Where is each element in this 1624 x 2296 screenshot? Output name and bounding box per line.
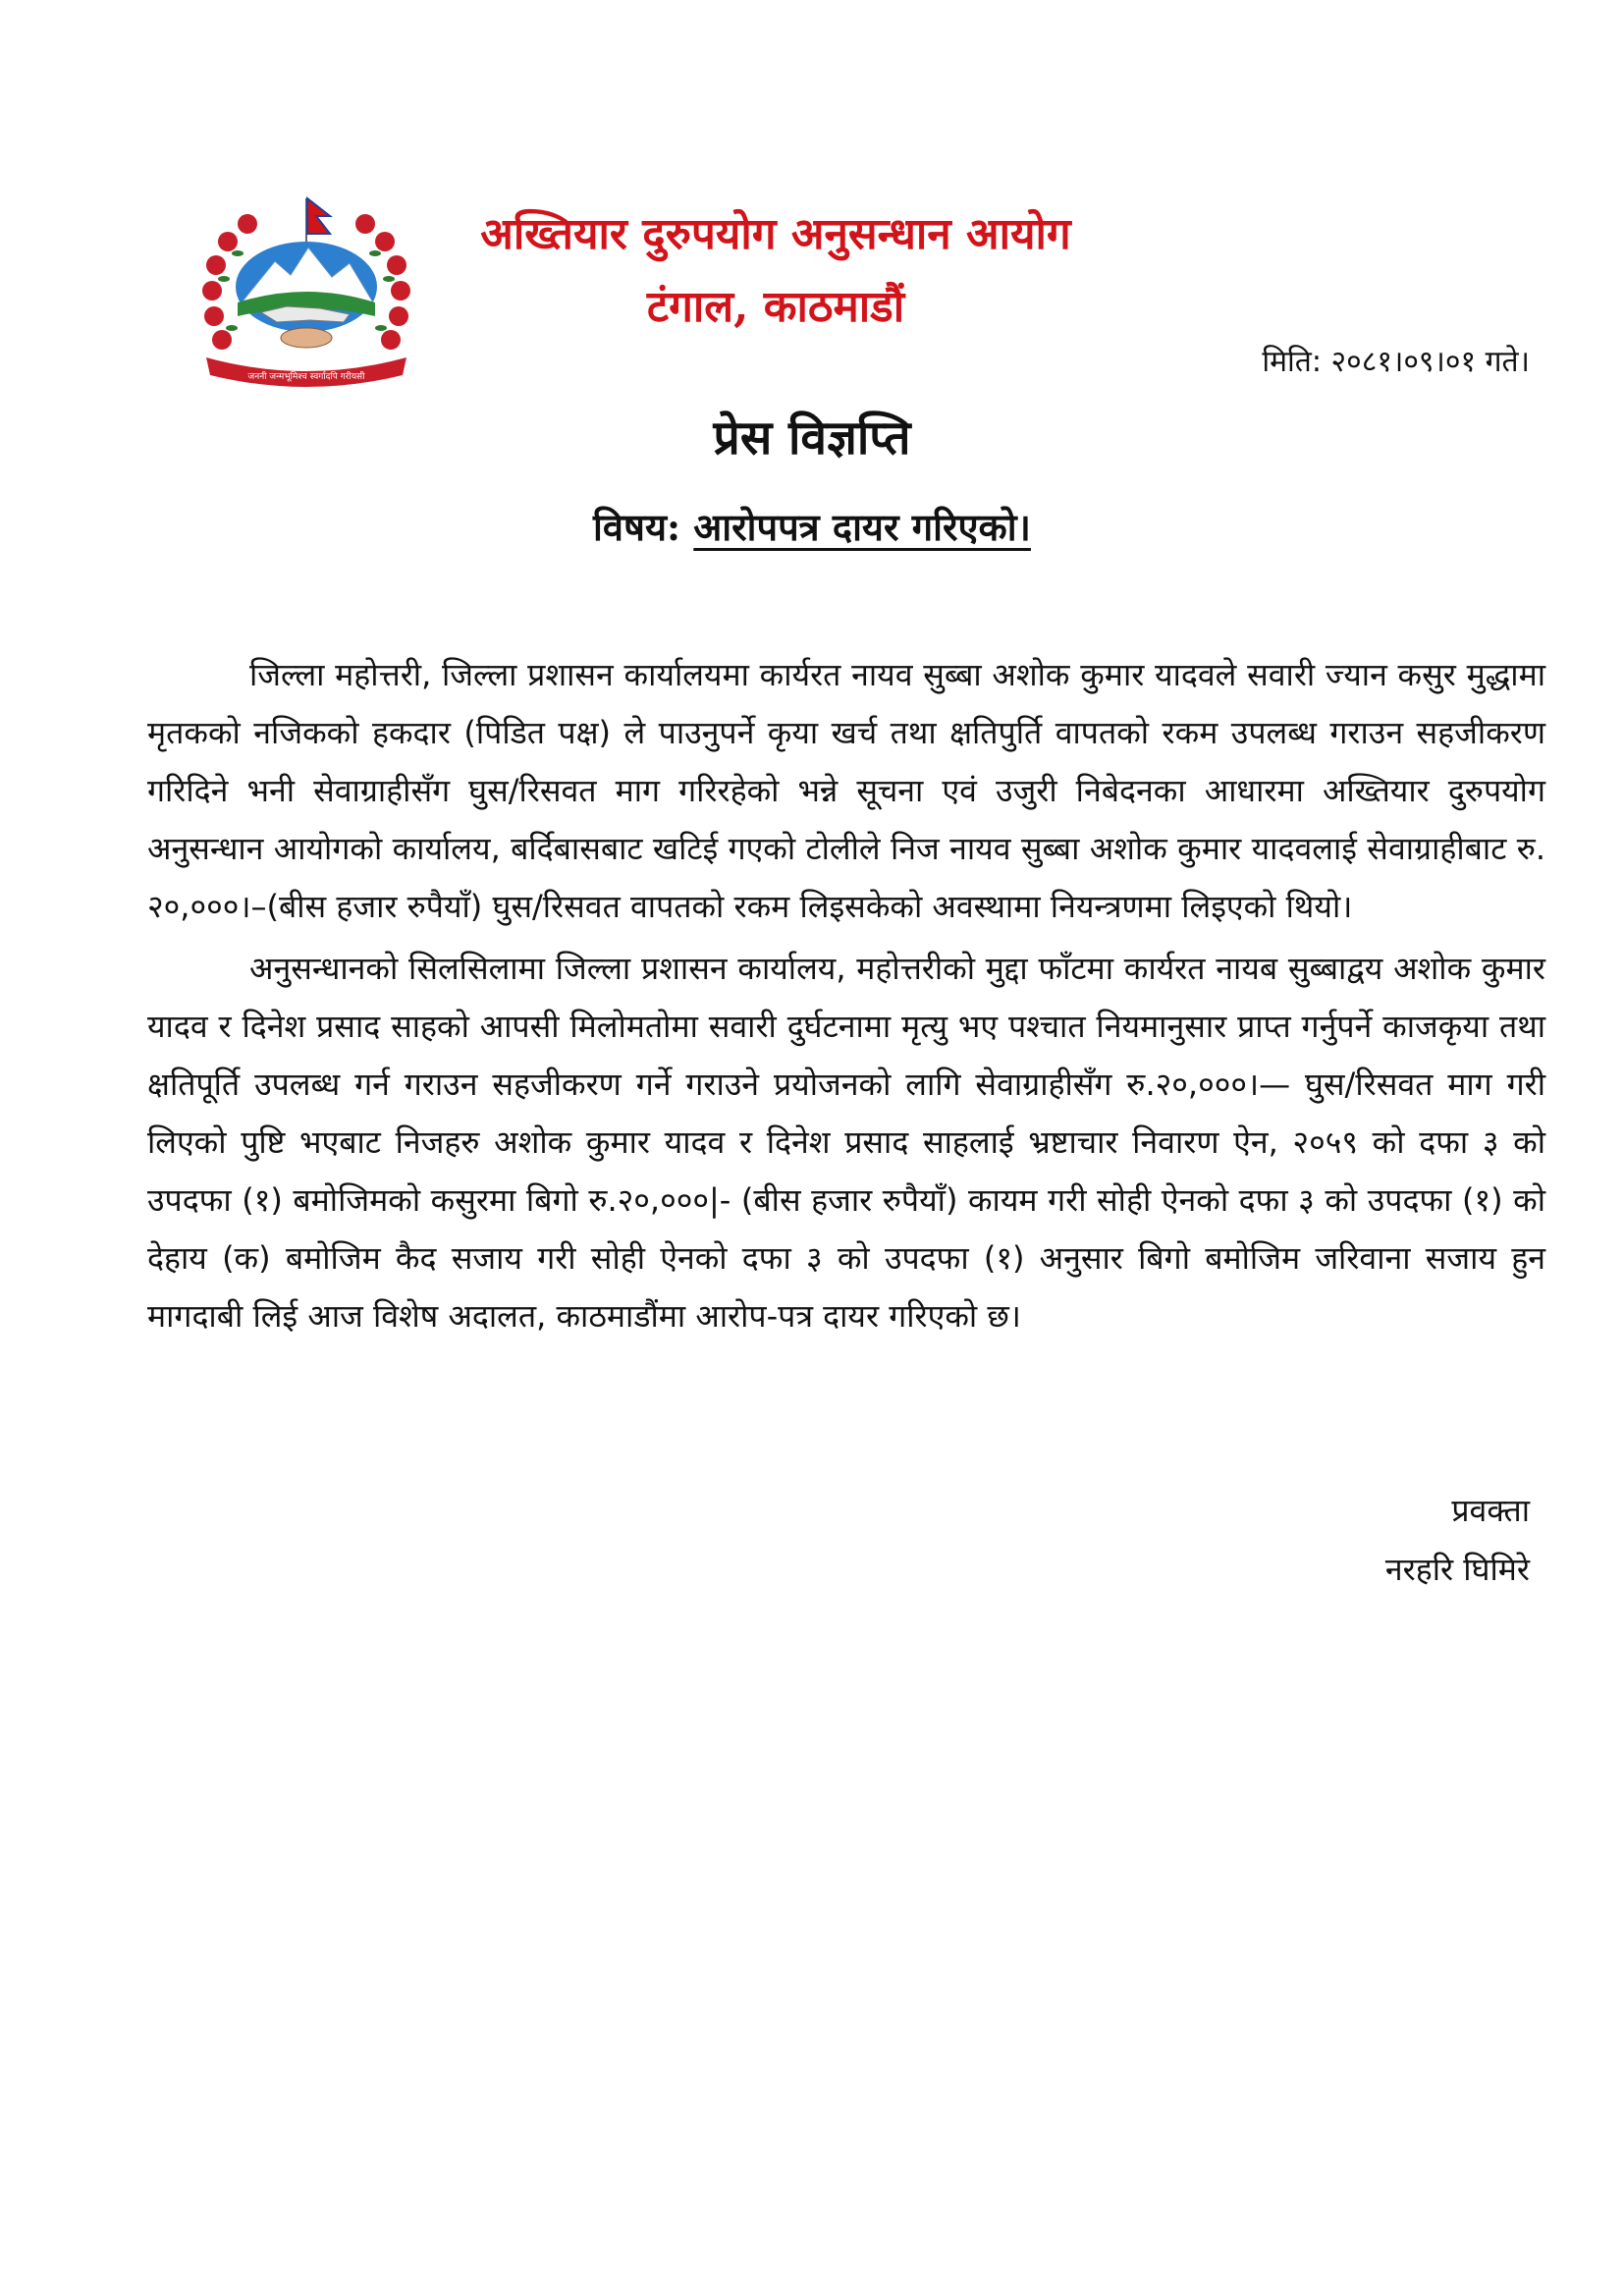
paragraph-1: जिल्ला महोत्तरी, जिल्ला प्रशासन कार्यालयमा कार्यरत नायव सुब्बा अशोक कुमार यादवले सवारी ज्यान कसुर मुद्धामा मृतकको नजिकको हकदार (पिडित पक्ष) ले पाउनुपर्ने कृया खर्च तथा क्षतिपुर्ति वापतको रकम उपलब्ध गराउन सहजीकरण गरिदिने भनी सेवाग्राहीसँग घुस/रिसवत माग गरिरहेको भन्ने सूचना एवं उजुरी निबेदनका आधारमा अख्तियार दुरुपयोग अनुसन्धान आयोगको कार्यालय, बर्दिबासबाट खटिई गएको टोलीले निज नायव सुब्बा अशोक कुमार यादवलाई सेवाग्राहीबाट रु. २०,०००।–(बीस हजार रुपैयाँ) घुस/रिसवत वापतको रकम लिइसकेको अवस्थामा नियन्त्रणमा लिइएको थियो। bbox=[147, 656, 1545, 925]
signatory-role: प्रवक्ता bbox=[1451, 1492, 1530, 1529]
paragraph-2: अनुसन्धानको सिलसिलामा जिल्ला प्रशासन कार्यालय, महोत्तरीको मुद्दा फाँटमा कार्यरत नायब सुब्बाद्वय अशोक कुमार यादव र दिनेश प्रसाद साहको आपसी मिलोमतोमा सवारी दुर्घटनामा मृत्यु भए पश्चात नियमानुसार प्राप्त गर्नुपर्ने काजकृया तथा क्षतिपूर्ति उपलब्ध गर्न गराउन सहजीकरण गर्ने गराउने प्रयोजनको लागि सेवाग्राहीसँग रु.२०,०००।— घुस/रिसवत माग गरी लिएको पुष्टि भएबाट निजहरु अशोक कुमार यादव र दिनेश प्रसाद साहलाई भ्रष्टाचार निवारण ऐन, २०५९ को दफा ३ को उपदफा (१) बमोजिमको कसुरमा बिगो रु.२०,०००|- (बीस हजार रुपैयाँ) कायम गरी सोही ऐनको दफा ३ को उपदफा (१) को देहाय (क) बमोजिम कैद सजाय गरी सोही ऐनको दफा ३ को उपदफा (१) अनुसार बिगो बमोजिम जरिवाना सजाय हुन मागदाबी लिई आज विशेष अदालत, काठमाडौंमा आरोप-पत्र दायर गरिएको छ। bbox=[147, 950, 1545, 1335]
document-title: प्रेस विज्ञप्ति bbox=[713, 410, 911, 465]
emblem-motto: जननी जन्मभूमिश्च स्वर्गादपि गरीयसी bbox=[247, 372, 365, 382]
subject-label: विषय: bbox=[593, 505, 681, 549]
signatory-name: नरहरि घिमिरे bbox=[1384, 1551, 1530, 1588]
subject-line bbox=[0, 501, 1624, 552]
organization-address: टंगाल, काठमाडौं bbox=[646, 282, 905, 332]
flag bbox=[306, 198, 330, 242]
signature-block bbox=[1385, 1481, 1530, 1599]
body-text bbox=[147, 646, 1545, 1349]
subject-text: आरोपपत्र दायर गरिएको। bbox=[693, 505, 1031, 549]
date: मिति: २०८१।०९।०१ गते। bbox=[1262, 345, 1530, 379]
organization-name: अख्तियार दुरुपयोग अनुसन्धान आयोग bbox=[480, 209, 1071, 259]
